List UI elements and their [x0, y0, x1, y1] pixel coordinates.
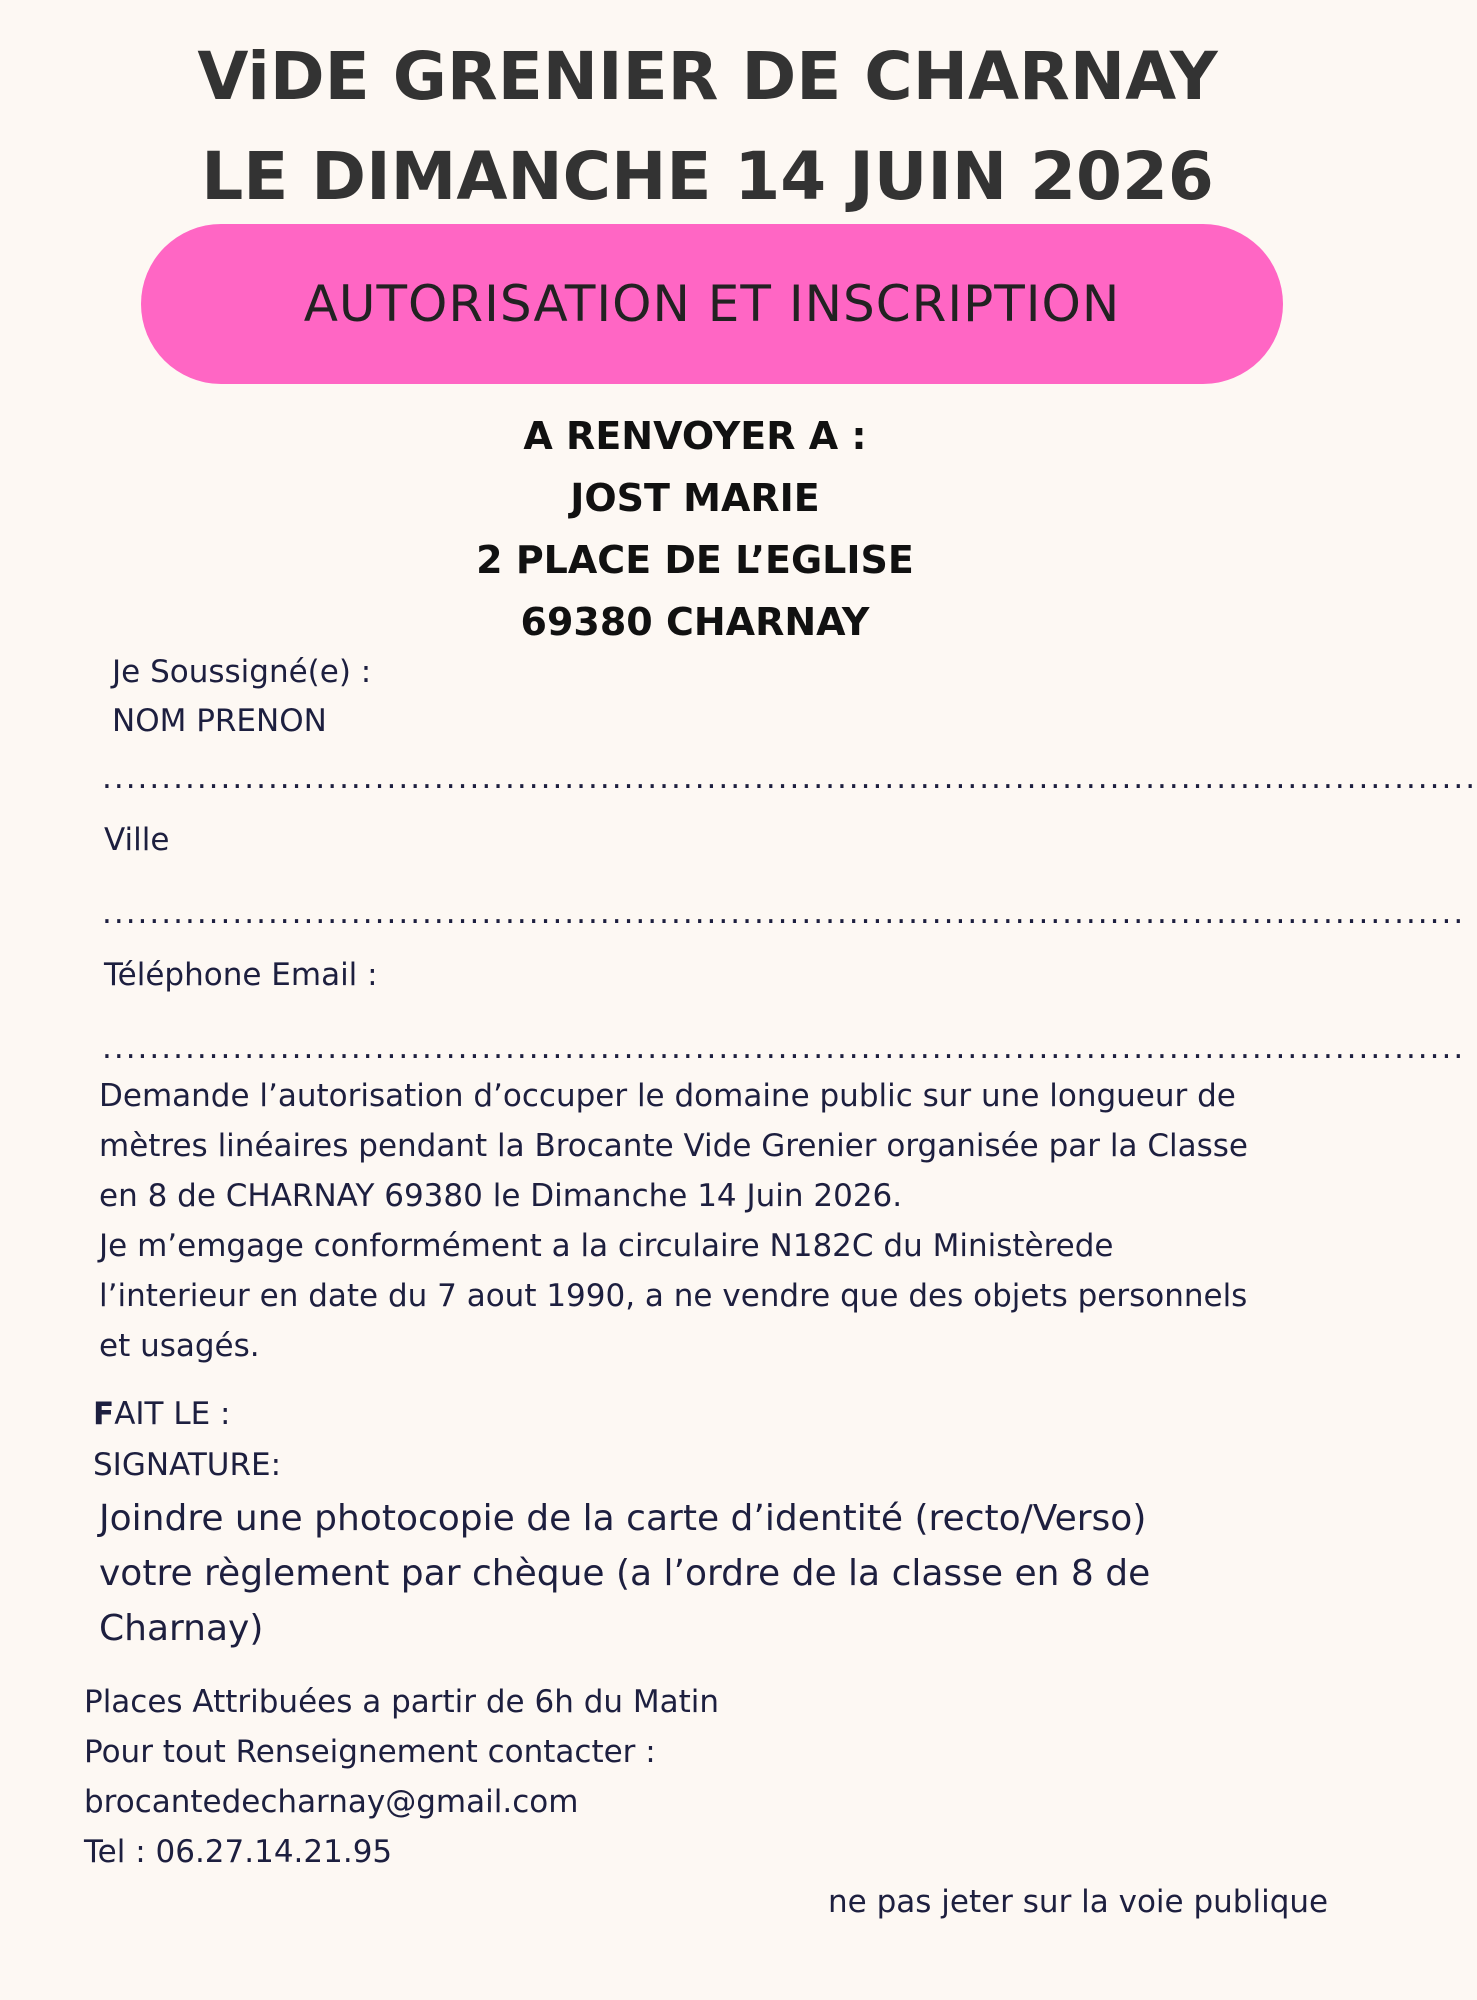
address-line-1: A RENVOYER A :	[523, 414, 867, 458]
ville-label: Ville	[104, 822, 170, 858]
address-line-3: 2 PLACE DE L’EGLISE	[476, 538, 914, 582]
attach-line-3: Charnay)	[99, 1608, 264, 1649]
info-phone: Tel : 06.27.14.21.95	[84, 1834, 393, 1870]
nom-dotted-line: ....................................................................................................................	[102, 760, 1477, 796]
title-line-2: LE DIMANCHE 14 JUIN 2026	[201, 138, 1214, 215]
signature-label: SIGNATURE:	[93, 1447, 282, 1483]
footer-notice: ne pas jeter sur la voie publique	[828, 1884, 1329, 1920]
fait-le-initial: F	[93, 1396, 115, 1432]
attach-line-2: votre règlement par chèque (a l’ordre de la classe en 8 de	[99, 1553, 1151, 1594]
fait-le-label	[93, 1396, 230, 1432]
declaration-line-5: l’interieur en date du 7 aout 1990, a ne vendre que des objets personnels	[99, 1278, 1248, 1314]
telephone-dotted-line: ...................................................................................................................	[102, 1030, 1466, 1066]
info-line-2: Pour tout Renseignement contacter :	[84, 1734, 656, 1770]
declaration-line-3: en 8 de CHARNAY 69380 le Dimanche 14 Juin 2026.	[99, 1178, 903, 1214]
declaration-line-2: mètres linéaires pendant la Brocante Vide Grenier organisée par la Classe	[99, 1128, 1248, 1164]
info-line-1: Places Attribuées a partir de 6h du Matin	[84, 1684, 720, 1720]
attach-line-1: Joindre une photocopie de la carte d’identité (recto/Verso)	[99, 1498, 1147, 1539]
declaration-line-6: et usagés.	[99, 1328, 260, 1364]
info-email: brocantedecharnay@gmail.com	[84, 1784, 579, 1820]
declaration-line-1: Demande l’autorisation d’occuper le domaine public sur une longueur de	[99, 1078, 1236, 1114]
address-line-2: JOST MARIE	[570, 476, 820, 520]
banner	[141, 224, 1283, 384]
nom-label: NOM PRENON	[112, 703, 327, 739]
title-line-1: ViDE GRENIER DE CHARNAY	[197, 38, 1218, 115]
address-line-4: 69380 CHARNAY	[520, 600, 870, 644]
fait-le-rest: AIT LE :	[114, 1396, 231, 1432]
declaration-line-4: Je m’emgage conformément a la circulaire N182C du Ministèrede	[99, 1228, 1114, 1264]
banner-text: AUTORISATION ET INSCRIPTION	[303, 275, 1121, 333]
ville-dotted-line: ...................................................................................................................	[102, 895, 1466, 931]
telephone-email-label: Téléphone Email :	[104, 957, 378, 993]
soussigne-label: Je Soussigné(e) :	[112, 654, 372, 690]
